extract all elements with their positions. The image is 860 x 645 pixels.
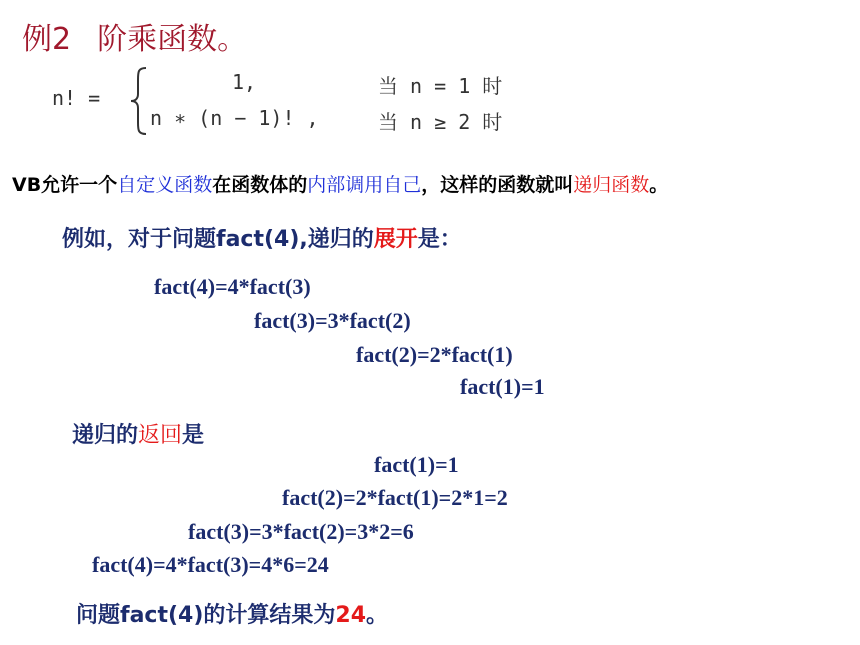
formula-lhs: n! = [52, 86, 101, 110]
return-line: fact(2)=2*fact(1)=2*1=2 [282, 485, 508, 510]
definition-part: VB允许一个 [12, 174, 118, 196]
result-text: 问题fact(4)的计算结果为 [76, 603, 336, 628]
return-line: fact(1)=1 [374, 452, 459, 477]
return-heading [72, 418, 204, 449]
definition-part: 在函数体的 [212, 174, 308, 196]
definition-part: 。 [649, 174, 669, 196]
term-recursive-function: 递归函数 [573, 174, 650, 196]
result-value: 24 [335, 603, 367, 628]
return-line: fact(4)=4*fact(3)=4*6=24 [92, 552, 329, 577]
term-custom-function: 自定义函数 [117, 174, 213, 196]
return-line: fact(3)=3*fact(2)=3*2=6 [188, 519, 414, 544]
expand-heading [62, 222, 462, 253]
expand-line: fact(3)=3*fact(2) [254, 308, 411, 333]
definition-part: ，这样的函数就叫 [421, 174, 574, 196]
slide-title [22, 14, 247, 58]
left-brace-icon [128, 66, 150, 136]
term-self-call: 内部调用自己 [307, 174, 422, 196]
result-sentence [76, 598, 388, 629]
expand-heading-text: 例如，对于问题fact(4),递归的 [62, 227, 374, 252]
title-topic: 阶乘函数。 [97, 22, 248, 57]
expand-line: fact(2)=2*fact(1) [356, 342, 513, 367]
definition-sentence [12, 170, 668, 197]
formula-case2-cond: 当 n ≥ 2 时 [378, 110, 503, 134]
return-heading-text: 递归的 [72, 423, 139, 448]
return-highlight: 返回 [138, 423, 183, 448]
formula-case2-expr: n ∗ (n − 1)! , [150, 106, 319, 130]
expand-highlight: 展开 [373, 227, 418, 252]
expand-heading-end: 是： [417, 227, 462, 252]
formula-case1-cond: 当 n = 1 时 [378, 74, 503, 98]
title-example: 例2 [22, 22, 72, 57]
result-end: 。 [366, 603, 389, 628]
return-heading-end: 是 [182, 423, 205, 448]
expand-line: fact(1)=1 [460, 374, 545, 399]
factorial-formula [52, 62, 572, 140]
formula-case1-expr: 1, [232, 70, 257, 94]
expand-line: fact(4)=4*fact(3) [154, 274, 311, 299]
